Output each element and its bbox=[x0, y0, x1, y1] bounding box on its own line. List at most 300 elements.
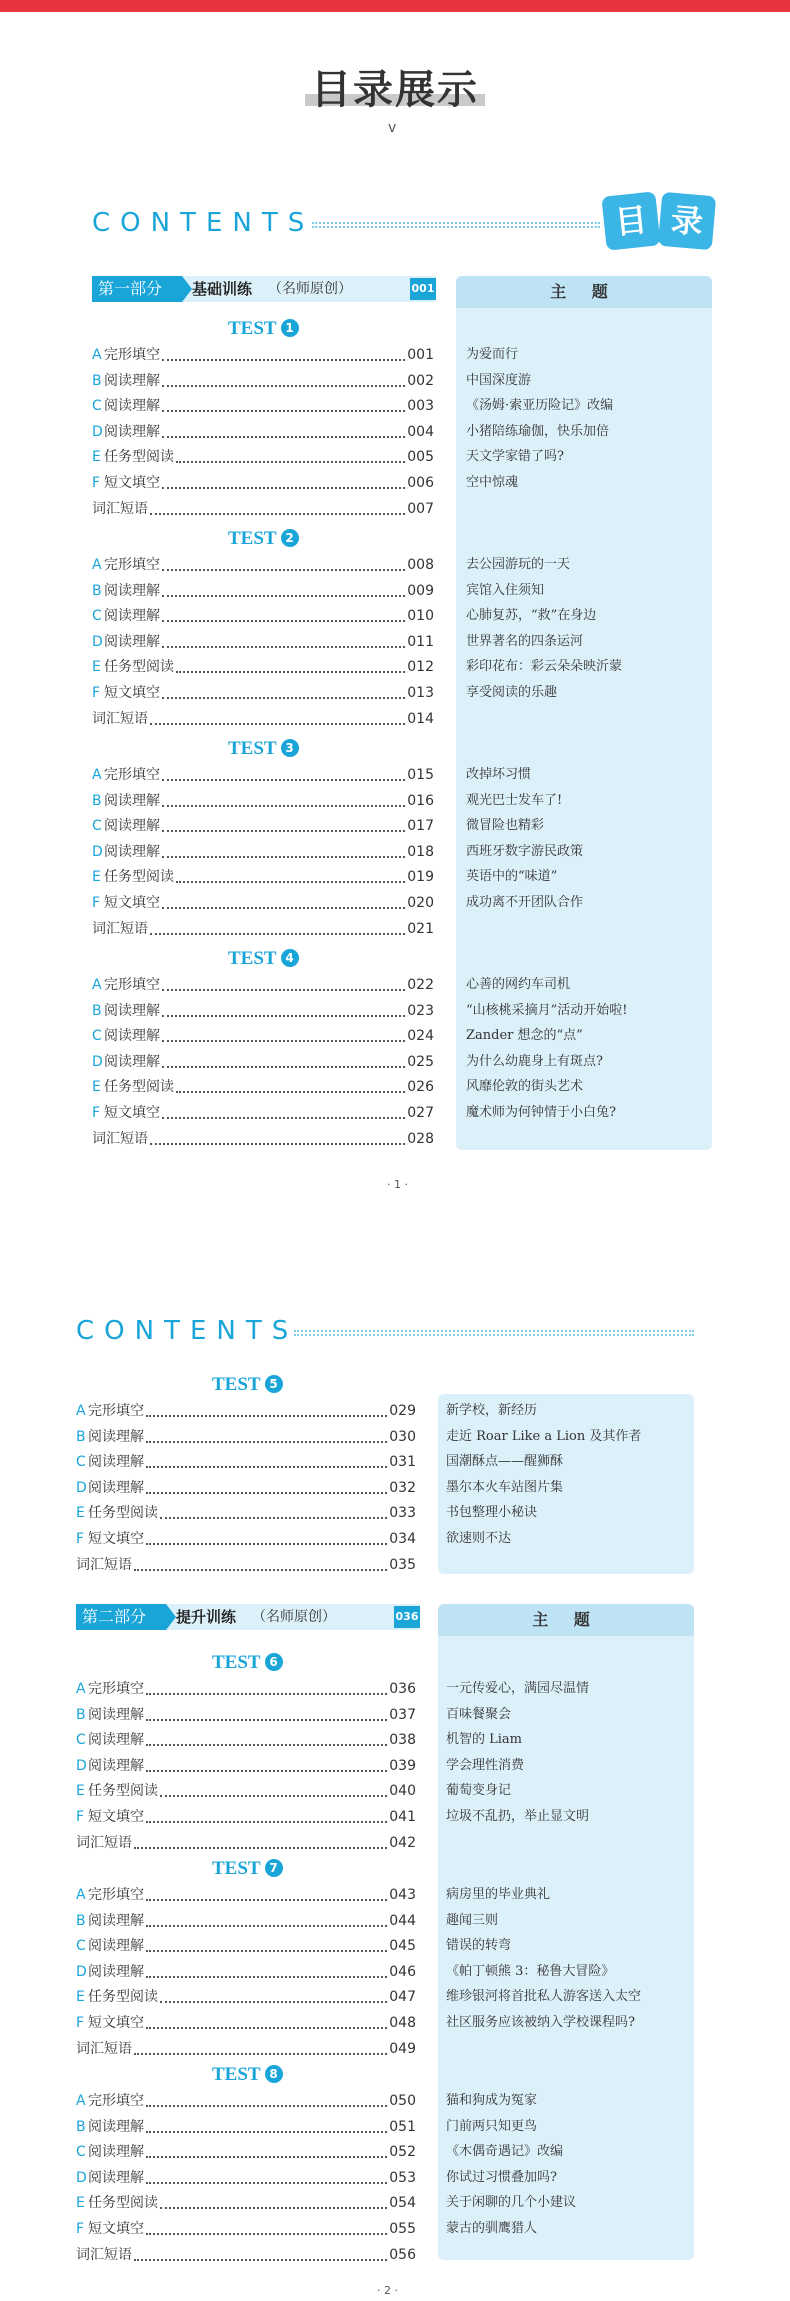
toc-row[interactable] bbox=[92, 813, 434, 839]
section-letter: E bbox=[92, 449, 101, 466]
theme-text: 蒙古的驯鹰猎人 bbox=[446, 2221, 538, 2236]
section-label: 任务型阅读 bbox=[104, 659, 174, 676]
page-number: 011 bbox=[407, 633, 434, 650]
toc-row[interactable] bbox=[76, 2114, 416, 2140]
toc-row[interactable] bbox=[76, 1882, 416, 1908]
test-label: TEST bbox=[228, 318, 277, 339]
toc-row[interactable] bbox=[76, 1398, 416, 1424]
page-number: 033 bbox=[389, 1505, 416, 1522]
section-letter: D bbox=[92, 1053, 103, 1070]
toc-row[interactable] bbox=[92, 578, 434, 604]
section-letter: A bbox=[92, 557, 102, 573]
toc-row[interactable] bbox=[76, 1778, 416, 1804]
toc-row[interactable] bbox=[92, 654, 434, 680]
part-header-2 bbox=[76, 1604, 420, 1630]
contents-heading-2: CONTENTS bbox=[76, 1316, 299, 1346]
toc-row[interactable] bbox=[76, 1984, 416, 2010]
toc-row[interactable] bbox=[92, 342, 434, 368]
toc-row[interactable] bbox=[92, 1023, 434, 1049]
toc-row[interactable] bbox=[92, 706, 434, 732]
theme-text: 去公园游玩的一天 bbox=[466, 557, 571, 572]
toc-row[interactable] bbox=[92, 890, 434, 916]
toc-row[interactable] bbox=[76, 1449, 416, 1475]
theme-text: 观光巴士发车了! bbox=[466, 792, 563, 808]
theme-text: 门前两只知更鸟 bbox=[446, 2118, 538, 2134]
section-letter: E bbox=[76, 2195, 85, 2212]
page-number: 021 bbox=[407, 920, 434, 937]
page-number: 004 bbox=[407, 423, 434, 440]
page-number: 024 bbox=[407, 1028, 434, 1045]
dot-leader bbox=[146, 2156, 387, 2158]
test-number-badge: 7 bbox=[265, 1859, 283, 1877]
dot-leader bbox=[176, 881, 405, 883]
dot-leader bbox=[134, 1847, 387, 1849]
toc-row[interactable] bbox=[76, 1552, 416, 1578]
mulu-badge-2: 录 bbox=[658, 192, 717, 251]
theme-text: 墨尔本火车站图片集 bbox=[446, 1479, 564, 1495]
test-label: TEST bbox=[228, 948, 277, 969]
page-number: 050 bbox=[389, 2093, 416, 2109]
toc-row[interactable] bbox=[92, 762, 434, 788]
theme-text: 宾馆入住须知 bbox=[466, 582, 545, 598]
dot-leader bbox=[160, 1517, 387, 1519]
section-label: 阅读理解 bbox=[104, 1053, 160, 1070]
section-label: 阅读理解 bbox=[104, 1002, 160, 1019]
test-label: TEST bbox=[228, 738, 277, 759]
section-label: 短文填空 bbox=[88, 2221, 144, 2237]
test-number-badge: 4 bbox=[281, 949, 299, 967]
dot-leader bbox=[134, 1569, 387, 1571]
section-letter: F bbox=[92, 685, 101, 701]
dot-leader bbox=[162, 410, 405, 412]
section-letter: F bbox=[92, 1105, 101, 1121]
dot-leader bbox=[146, 1950, 387, 1952]
test-number-badge: 6 bbox=[265, 1653, 283, 1671]
section-label: 阅读理解 bbox=[88, 1479, 144, 1496]
toc-row[interactable] bbox=[92, 552, 434, 578]
section-letter: A bbox=[76, 1887, 86, 1903]
toc-row[interactable] bbox=[76, 2139, 416, 2165]
page-number: 052 bbox=[389, 2144, 416, 2161]
theme-text: 《帕丁顿熊 3：秘鲁大冒险》 bbox=[446, 1963, 615, 1979]
toc-row[interactable] bbox=[92, 444, 434, 470]
theme-text: 心善的网约车司机 bbox=[466, 977, 571, 992]
section-letter: C bbox=[92, 608, 102, 625]
toc-row[interactable] bbox=[92, 393, 434, 419]
theme-text: 小猪陪练瑜伽，快乐加倍 bbox=[466, 423, 610, 439]
toc-row[interactable] bbox=[76, 2088, 416, 2114]
page-number: 025 bbox=[407, 1053, 434, 1070]
toc-row[interactable] bbox=[76, 2165, 416, 2191]
dot-leader bbox=[162, 907, 405, 909]
section-letter: D bbox=[92, 423, 103, 440]
toc-row[interactable] bbox=[76, 2216, 416, 2242]
theme-text: Zander 想念的“点” bbox=[466, 1028, 583, 1044]
page-number: 026 bbox=[407, 1079, 434, 1096]
dot-leader bbox=[146, 1719, 387, 1721]
dot-leader bbox=[146, 2182, 387, 2184]
toc-row[interactable] bbox=[76, 2036, 416, 2062]
theme-text: 百味餐聚会 bbox=[446, 1706, 512, 1722]
chevron-down-icon: v bbox=[388, 120, 397, 136]
section-letter: D bbox=[76, 2169, 87, 2186]
page-number: 034 bbox=[389, 1531, 416, 1547]
theme-text: 为什么幼鹿身上有斑点? bbox=[466, 1053, 603, 1069]
section-label: 阅读理解 bbox=[88, 2118, 144, 2135]
page-number: 008 bbox=[407, 557, 434, 573]
dot-leader bbox=[176, 671, 405, 673]
section-label: 完形填空 bbox=[88, 2093, 144, 2109]
test-heading bbox=[212, 1374, 283, 1396]
page-number: 035 bbox=[389, 1556, 416, 1573]
toc-row[interactable] bbox=[92, 972, 434, 998]
section-label: 词汇短语 bbox=[92, 500, 148, 517]
theme-text: 西班牙数字游民政策 bbox=[466, 843, 584, 859]
page-number: 022 bbox=[407, 977, 434, 993]
section-letter: C bbox=[92, 818, 102, 835]
toc-row[interactable] bbox=[76, 2190, 416, 2216]
dot-leader bbox=[160, 2001, 387, 2003]
dot-leader bbox=[146, 1492, 387, 1494]
part-tag: 第二部分 bbox=[76, 1604, 166, 1630]
dot-leader bbox=[146, 1693, 387, 1695]
theme-text: 《木偶奇遇记》改编 bbox=[446, 2144, 564, 2160]
section-letter: B bbox=[92, 372, 102, 389]
section-label: 完形填空 bbox=[104, 767, 160, 783]
page-number: 051 bbox=[389, 2118, 416, 2135]
dot-leader bbox=[146, 2131, 387, 2133]
dot-leader bbox=[150, 513, 405, 515]
theme-text: 魔术师为何钟情于小白兔? bbox=[466, 1105, 616, 1120]
section-label: 词汇短语 bbox=[76, 2040, 132, 2057]
toc-row[interactable] bbox=[76, 1727, 416, 1753]
page-number: 054 bbox=[389, 2195, 416, 2212]
contents-divider-2 bbox=[294, 1330, 694, 1336]
toc-row[interactable] bbox=[76, 1526, 416, 1552]
section-label: 短文填空 bbox=[104, 685, 160, 701]
page-number: 030 bbox=[389, 1428, 416, 1445]
dot-leader bbox=[146, 2105, 387, 2107]
test-label: TEST bbox=[212, 1858, 261, 1879]
test-heading bbox=[228, 738, 299, 760]
test-heading bbox=[212, 2064, 283, 2086]
section-label: 词汇短语 bbox=[92, 920, 148, 937]
section-label: 任务型阅读 bbox=[104, 449, 174, 466]
page-number: 043 bbox=[389, 1887, 416, 1903]
page-number: 020 bbox=[407, 895, 434, 911]
section-letter: B bbox=[76, 1706, 86, 1723]
dot-leader bbox=[160, 2207, 387, 2209]
section-label: 任务型阅读 bbox=[88, 1989, 158, 2006]
section-letter: C bbox=[92, 398, 102, 415]
page-number: 007 bbox=[407, 500, 434, 517]
section-label: 完形填空 bbox=[104, 557, 160, 573]
toc-row[interactable] bbox=[92, 864, 434, 890]
page-number: 028 bbox=[407, 1130, 434, 1147]
test-number-badge: 1 bbox=[281, 319, 299, 337]
test-label: TEST bbox=[228, 528, 277, 549]
toc-row[interactable] bbox=[92, 1126, 434, 1152]
section-letter: F bbox=[76, 2221, 85, 2237]
theme-text: 葡萄变身记 bbox=[446, 1783, 512, 1799]
dot-leader bbox=[162, 595, 405, 597]
page-number: 003 bbox=[407, 398, 434, 415]
section-letter: F bbox=[92, 895, 101, 911]
section-label: 短文填空 bbox=[104, 475, 160, 491]
toc-row[interactable] bbox=[92, 629, 434, 655]
toc-row[interactable] bbox=[76, 1959, 416, 1985]
section-label: 短文填空 bbox=[88, 1809, 144, 1825]
theme-text: 学会理性消费 bbox=[446, 1757, 525, 1773]
section-letter: E bbox=[76, 1989, 85, 2006]
section-letter: D bbox=[76, 1757, 87, 1774]
page-number: 010 bbox=[407, 608, 434, 625]
top-accent-bar bbox=[0, 0, 790, 12]
theme-text: 书包整理小秘诀 bbox=[446, 1505, 538, 1521]
theme-text: 维珍银河将首批私人游客送入太空 bbox=[446, 1989, 642, 2005]
dot-leader bbox=[162, 779, 405, 781]
page-number: 038 bbox=[389, 1732, 416, 1749]
toc-row[interactable] bbox=[76, 1500, 416, 1526]
section-label: 阅读理解 bbox=[104, 633, 160, 650]
test-number-badge: 8 bbox=[265, 2065, 283, 2083]
section-label: 阅读理解 bbox=[104, 818, 160, 835]
page-number: 036 bbox=[389, 1681, 416, 1697]
toc-row[interactable] bbox=[76, 1933, 416, 1959]
page-number-1: · 1 · bbox=[387, 1178, 408, 1191]
toc-row[interactable] bbox=[76, 1676, 416, 1702]
toc-row[interactable] bbox=[76, 1702, 416, 1728]
dot-leader bbox=[146, 1821, 387, 1823]
test-heading bbox=[212, 1858, 283, 1880]
page-number: 006 bbox=[407, 475, 434, 491]
toc-row[interactable] bbox=[76, 1475, 416, 1501]
theme-text: 一元传爱心，满园尽温情 bbox=[446, 1681, 590, 1696]
section-label: 完形填空 bbox=[104, 347, 160, 363]
dot-leader bbox=[146, 1441, 387, 1443]
page-number: 041 bbox=[389, 1809, 416, 1825]
part-subtitle: （名师原创） bbox=[268, 281, 352, 297]
theme-column-header: 主 题 bbox=[456, 276, 712, 308]
section-letter: D bbox=[76, 1963, 87, 1980]
section-label: 词汇短语 bbox=[92, 1130, 148, 1147]
dot-leader bbox=[162, 1066, 405, 1068]
section-label: 词汇短语 bbox=[76, 2246, 132, 2263]
section-letter: C bbox=[76, 2144, 86, 2161]
section-letter: A bbox=[92, 977, 102, 993]
dot-leader bbox=[162, 1117, 405, 1119]
page-number: 047 bbox=[389, 1989, 416, 2006]
part-subtitle: （名师原创） bbox=[252, 1609, 336, 1625]
section-label: 任务型阅读 bbox=[88, 2195, 158, 2212]
toc-row[interactable] bbox=[92, 998, 434, 1024]
theme-text: 病房里的毕业典礼 bbox=[446, 1887, 551, 1902]
section-label: 短文填空 bbox=[104, 1105, 160, 1121]
dot-leader bbox=[162, 805, 405, 807]
toc-row[interactable] bbox=[92, 419, 434, 445]
page-number: 031 bbox=[389, 1454, 416, 1471]
theme-text: 英语中的“味道” bbox=[466, 869, 558, 885]
theme-text: 改掉坏习惯 bbox=[466, 767, 532, 782]
theme-text: 成功离不开团队合作 bbox=[466, 895, 584, 910]
section-letter: A bbox=[76, 2093, 86, 2109]
section-label: 阅读理解 bbox=[104, 608, 160, 625]
dot-leader bbox=[150, 723, 405, 725]
part-header-1 bbox=[92, 276, 436, 302]
dot-leader bbox=[162, 436, 405, 438]
page-number: 045 bbox=[389, 1938, 416, 1955]
toc-row[interactable] bbox=[76, 1830, 416, 1856]
theme-text: 彩印花布：彩云朵朵映沂蒙 bbox=[466, 659, 623, 675]
dot-leader bbox=[146, 1770, 387, 1772]
toc-row[interactable] bbox=[92, 916, 434, 942]
page-number: 056 bbox=[389, 2246, 416, 2263]
dot-leader bbox=[162, 830, 405, 832]
section-letter: A bbox=[76, 1403, 86, 1419]
page-number: 055 bbox=[389, 2221, 416, 2237]
contents-divider bbox=[312, 222, 600, 228]
section-label: 阅读理解 bbox=[104, 582, 160, 599]
theme-text: 趣闻三则 bbox=[446, 1912, 499, 1928]
theme-text: 走近 Roar Like a Lion 及其作者 bbox=[446, 1428, 642, 1444]
theme-text: 为爱而行 bbox=[466, 347, 519, 362]
section-letter: D bbox=[76, 1479, 87, 1496]
dot-leader bbox=[150, 1143, 405, 1145]
test-heading bbox=[228, 948, 299, 970]
test-heading bbox=[228, 318, 299, 340]
toc-row[interactable] bbox=[76, 1804, 416, 1830]
section-label: 阅读理解 bbox=[88, 1732, 144, 1749]
theme-text: 机智的 Liam bbox=[446, 1732, 523, 1748]
dot-leader bbox=[146, 2027, 387, 2029]
theme-text: 错误的转弯 bbox=[446, 1938, 512, 1954]
dot-leader bbox=[162, 1040, 405, 1042]
section-letter: E bbox=[76, 1505, 85, 1522]
section-label: 阅读理解 bbox=[104, 1028, 160, 1045]
theme-text: 你试过习惯叠加吗? bbox=[446, 2169, 557, 2185]
section-letter: D bbox=[92, 633, 103, 650]
theme-text: 空中惊魂 bbox=[466, 475, 519, 490]
dot-leader bbox=[150, 933, 405, 935]
toc-row[interactable] bbox=[92, 470, 434, 496]
toc-row[interactable] bbox=[92, 368, 434, 394]
section-letter: E bbox=[76, 1783, 85, 1800]
test-label: TEST bbox=[212, 2064, 261, 2085]
page-number: 032 bbox=[389, 1479, 416, 1496]
toc-row[interactable] bbox=[92, 680, 434, 706]
page-number: 039 bbox=[389, 1757, 416, 1774]
toc-row[interactable] bbox=[92, 1049, 434, 1075]
dot-leader bbox=[162, 569, 405, 571]
section-letter: B bbox=[92, 792, 102, 809]
theme-text: 猫和狗成为冤家 bbox=[446, 2093, 538, 2108]
theme-column-header: 主 题 bbox=[438, 1604, 694, 1636]
section-label: 阅读理解 bbox=[88, 1938, 144, 1955]
dot-leader bbox=[146, 1899, 387, 1901]
theme-text: 享受阅读的乐趣 bbox=[466, 685, 558, 700]
section-letter: B bbox=[92, 1002, 102, 1019]
mulu-badge-1: 目 bbox=[601, 191, 660, 250]
toc-row[interactable] bbox=[76, 1424, 416, 1450]
dot-leader bbox=[146, 1744, 387, 1746]
section-label: 阅读理解 bbox=[88, 1706, 144, 1723]
test-number-badge: 2 bbox=[281, 529, 299, 547]
section-label: 阅读理解 bbox=[88, 1757, 144, 1774]
dot-leader bbox=[162, 487, 405, 489]
section-label: 完形填空 bbox=[88, 1681, 144, 1697]
toc-row[interactable] bbox=[92, 1074, 434, 1100]
section-letter: C bbox=[92, 1028, 102, 1045]
page-number: 029 bbox=[389, 1403, 416, 1419]
part-page-number: 001 bbox=[410, 278, 436, 300]
page-number: 042 bbox=[389, 1834, 416, 1851]
theme-text: 风靡伦敦的街头艺术 bbox=[466, 1079, 584, 1095]
dot-leader bbox=[176, 461, 405, 463]
dot-leader bbox=[162, 385, 405, 387]
dot-leader bbox=[162, 646, 405, 648]
toc-row[interactable] bbox=[92, 839, 434, 865]
section-letter: F bbox=[76, 1809, 85, 1825]
section-label: 阅读理解 bbox=[104, 792, 160, 809]
toc-row[interactable] bbox=[92, 496, 434, 522]
page-number: 002 bbox=[407, 372, 434, 389]
toc-row[interactable] bbox=[76, 2242, 416, 2268]
toc-row[interactable] bbox=[92, 1100, 434, 1126]
section-letter: C bbox=[76, 1732, 86, 1749]
theme-text: 新学校，新经历 bbox=[446, 1403, 538, 1418]
section-label: 阅读理解 bbox=[88, 1912, 144, 1929]
dot-leader bbox=[146, 1543, 387, 1545]
section-letter: F bbox=[92, 475, 101, 491]
toc-row[interactable] bbox=[76, 2010, 416, 2036]
dot-leader bbox=[162, 359, 405, 361]
theme-text: 世界著名的四条运河 bbox=[466, 633, 584, 649]
test-number-badge: 3 bbox=[281, 739, 299, 757]
theme-text: 天文学家错了吗? bbox=[466, 449, 564, 465]
section-letter: E bbox=[92, 869, 101, 886]
theme-text: 国潮酥点——醒狮酥 bbox=[446, 1454, 564, 1470]
section-label: 阅读理解 bbox=[104, 423, 160, 440]
page-number: 040 bbox=[389, 1783, 416, 1800]
section-letter: E bbox=[92, 1079, 101, 1096]
page-number: 017 bbox=[407, 818, 434, 835]
toc-row[interactable] bbox=[76, 1753, 416, 1779]
test-label: TEST bbox=[212, 1374, 261, 1395]
section-label: 词汇短语 bbox=[76, 1834, 132, 1851]
test-number-badge: 5 bbox=[265, 1375, 283, 1393]
section-label: 任务型阅读 bbox=[104, 1079, 174, 1096]
section-letter: E bbox=[92, 659, 101, 676]
section-letter: C bbox=[76, 1454, 86, 1471]
section-letter: A bbox=[92, 767, 102, 783]
page-number: 016 bbox=[407, 792, 434, 809]
page-number: 044 bbox=[389, 1912, 416, 1929]
part-page-number: 036 bbox=[394, 1606, 420, 1628]
toc-row[interactable] bbox=[92, 788, 434, 814]
page-number: 015 bbox=[407, 767, 434, 783]
page-number: 019 bbox=[407, 869, 434, 886]
section-label: 短文填空 bbox=[104, 895, 160, 911]
toc-row[interactable] bbox=[76, 1908, 416, 1934]
theme-text: 欲速则不达 bbox=[446, 1531, 512, 1546]
section-letter: B bbox=[76, 1912, 86, 1929]
dot-leader bbox=[146, 1466, 387, 1468]
section-letter: B bbox=[92, 582, 102, 599]
page-title: 目录展示 bbox=[311, 67, 479, 113]
page-number: 013 bbox=[407, 685, 434, 701]
toc-row[interactable] bbox=[92, 603, 434, 629]
dot-leader bbox=[162, 620, 405, 622]
